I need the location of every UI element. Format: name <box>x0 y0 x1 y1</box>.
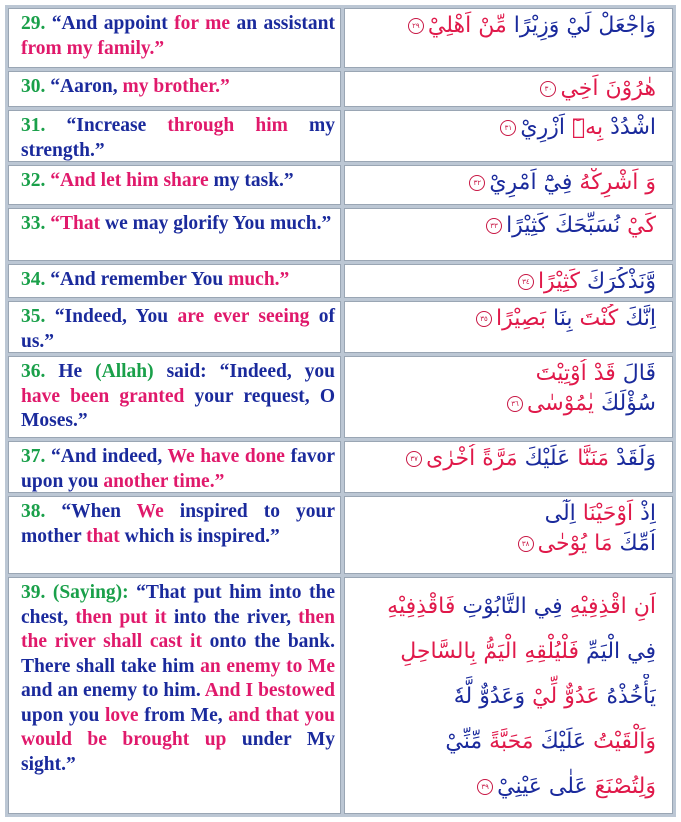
translation-segment: And I bestowed <box>204 680 336 701</box>
arabic-segment: عَلَيْكَ <box>517 446 578 471</box>
translation-cell <box>8 8 341 68</box>
translation-segment: we may glorify You much.” <box>100 213 332 234</box>
verse-row-39 <box>8 577 673 814</box>
verse-end-marker: ٣٢ <box>469 175 485 191</box>
arabic-cell <box>344 8 673 68</box>
verse-row-37 <box>8 441 673 493</box>
translation-cell <box>8 577 341 814</box>
verse-number: 29. <box>21 13 46 34</box>
translation-segment: We have done <box>167 446 285 467</box>
translation-segment: love <box>104 704 139 726</box>
translation-segment: and an enemy to him. <box>21 680 205 701</box>
translation-segment: upon you <box>21 704 105 726</box>
arabic-cell <box>344 208 673 261</box>
arabic-segment: فِيْٓ اَمْرِيْ <box>489 170 573 195</box>
arabic-segment: وَّنَذْكُرَكَ <box>579 269 656 294</box>
translation-segment: “Increase <box>45 115 168 136</box>
verse-row-33 <box>8 208 673 261</box>
arabic-line <box>353 529 656 559</box>
arabic-segment: كَثِيْرًا <box>537 269 580 294</box>
arabic-segment: نُسَبِّحَكَ كَثِيْرًا <box>506 213 621 238</box>
translation-segment: We <box>136 501 164 522</box>
arabic-line <box>353 74 656 104</box>
arabic-line <box>353 629 656 674</box>
translation-segment: (Allah) <box>95 361 154 382</box>
translation-segment: “Aaron, <box>45 76 123 97</box>
verse-end-marker: ٣٣ <box>486 218 502 234</box>
translation-cell <box>8 356 341 438</box>
arabic-line <box>353 674 656 719</box>
arabic-segment: فِي التَّابُوْتِ <box>455 594 563 619</box>
verse-number: 31. <box>21 115 46 136</box>
verse-number: 33. <box>21 213 46 234</box>
arabic-segment: مَحَبَّةً <box>489 729 534 754</box>
arabic-cell <box>344 71 673 107</box>
arabic-segment: وَاَلْقَيْتُ <box>586 729 656 754</box>
verse-row-38 <box>8 496 673 574</box>
translation-segment: my strength.” <box>21 115 336 161</box>
translation-segment: of us.” <box>21 306 335 352</box>
verse-end-marker: ٣٠ <box>540 81 556 97</box>
arabic-segment: عَلَيْكَ <box>533 729 587 754</box>
arabic-segment: يَأْخُذْهُ <box>599 684 656 709</box>
verse-end-marker: ٣٧ <box>406 451 422 467</box>
arabic-segment: وَلَقَدْ <box>609 446 656 471</box>
verse-row-30 <box>8 71 673 107</box>
translation-segment: under My sight.” <box>21 729 335 775</box>
arabic-segment: اِنَّكَ <box>618 306 656 331</box>
verse-end-marker: ٣٩ <box>477 779 493 795</box>
translation-segment: “That <box>45 213 101 234</box>
translation-segment: “That put him into the chest, <box>21 582 335 628</box>
arabic-line <box>353 719 656 764</box>
translation-segment: my brother.” <box>122 76 230 97</box>
arabic-segment: عَدُوٌّ لِّيْ <box>532 684 600 709</box>
translation-cell <box>8 496 341 574</box>
translation-segment: “And indeed, <box>45 446 168 467</box>
verse-number: 30. <box>21 76 46 97</box>
translation-segment: my task.” <box>208 170 294 191</box>
verse-number: 35. <box>21 306 46 327</box>
translation-segment: another time.” <box>103 470 225 492</box>
translation-segment: then put it <box>75 606 167 628</box>
verse-number: 37. <box>21 446 46 467</box>
arabic-segment: اَزْرِيْ <box>520 115 572 140</box>
verse-end-marker: ٣٥ <box>476 311 492 327</box>
verse-end-marker: ٣٦ <box>507 396 523 412</box>
arabic-segment: مِّنْ اَهْلِيْ <box>427 13 507 38</box>
arabic-cell <box>344 165 673 205</box>
verse-row-35 <box>8 301 673 353</box>
translation-segment: from my family.” <box>21 37 165 59</box>
arabic-line <box>353 113 656 143</box>
arabic-segment: عَلٰى عَيْنِيْ <box>497 774 588 799</box>
arabic-line <box>353 764 656 809</box>
verse-number: 39. <box>21 582 46 603</box>
translation-segment: He <box>45 361 96 382</box>
arabic-line <box>353 267 656 297</box>
translation-segment: “And remember You <box>45 269 229 290</box>
translation-cell <box>8 441 341 493</box>
translation-cell <box>8 71 341 107</box>
translation-segment: said: “Indeed, you <box>153 361 336 382</box>
translation-segment: “Indeed, You <box>45 306 178 327</box>
verse-table <box>5 5 676 817</box>
arabic-line <box>353 584 656 629</box>
translation-segment: and that you would be brought up <box>21 704 335 750</box>
translation-segment: for me <box>174 13 231 34</box>
translation-segment: much.” <box>228 269 290 290</box>
arabic-line <box>353 11 656 41</box>
arabic-segment: اُمِّكَ <box>612 531 656 556</box>
arabic-segment: كَيْ <box>620 213 656 238</box>
verse-end-marker: ٢٩ <box>408 18 424 34</box>
translation-segment: have been granted <box>21 385 185 407</box>
verse-end-marker: ٣٤ <box>518 274 534 290</box>
arabic-line <box>353 211 656 241</box>
arabic-segment: اشْدُدْ <box>603 115 656 140</box>
verse-number: 36. <box>21 361 46 382</box>
arabic-segment: مَرَّةً اُخْرٰى <box>426 446 518 471</box>
translation-cell <box>8 110 341 162</box>
arabic-segment: بَصِيْرًا <box>495 306 547 331</box>
arabic-segment: مَنَنَّا <box>577 446 609 471</box>
arabic-segment: وَلِتُصْنَعَ <box>587 774 656 799</box>
verse-end-marker: ٣٨ <box>518 536 534 552</box>
arabic-line <box>353 359 656 389</box>
arabic-cell <box>344 110 673 162</box>
translation-segment: into the river, <box>166 606 299 628</box>
translation-cell <box>8 301 341 353</box>
translation-segment: inspired to your mother <box>21 501 335 547</box>
translation-segment: “And appoint <box>45 13 175 34</box>
arabic-segment: بِهٖٓ <box>571 115 604 140</box>
arabic-segment: قَدْ اُوْتِيْتَ <box>535 361 616 386</box>
arabic-segment: اَوْحَيْنَا <box>582 501 634 526</box>
translation-segment: favor upon you <box>21 446 335 492</box>
verse-number: 32. <box>21 170 46 191</box>
translation-cell <box>8 264 341 298</box>
translation-cell <box>8 208 341 261</box>
translation-segment: onto the bank. There shall take him <box>21 631 335 677</box>
translation-segment: from Me, <box>138 704 229 726</box>
translation-segment: your request, O Moses.” <box>21 385 336 431</box>
translation-segment: “And let him share <box>45 170 209 191</box>
arabic-cell <box>344 441 673 493</box>
arabic-segment: وَاجْعَلْ لِّيْ وَزِيْرًا <box>506 13 656 38</box>
arabic-segment: فَلْيُلْقِهِ الْيَمُّ <box>476 639 580 664</box>
translation-segment: an enemy to Me <box>200 655 335 677</box>
translation-segment: “When <box>45 501 137 522</box>
arabic-cell <box>344 356 673 438</box>
verse-number: 38. <box>21 501 46 522</box>
translation-cell <box>8 165 341 205</box>
arabic-segment: بِالسَّاحِلِ <box>400 639 477 664</box>
arabic-segment: مَا يُوْحٰى <box>537 531 613 556</box>
arabic-segment: فَاقْذِفِيْهِ <box>387 594 456 619</box>
arabic-line <box>353 168 656 198</box>
translation-segment: (Saying): <box>45 582 137 603</box>
arabic-line <box>353 389 656 419</box>
verse-row-31 <box>8 110 673 162</box>
arabic-cell <box>344 496 673 574</box>
translation-segment: are ever seeing <box>177 306 310 327</box>
translation-segment: an assistant <box>230 13 335 34</box>
translation-segment: that <box>86 525 120 547</box>
arabic-segment: بِنَا <box>546 306 580 331</box>
verse-number: 34. <box>21 269 46 290</box>
arabic-segment: مِّنِّيْ <box>445 729 490 754</box>
arabic-cell <box>344 577 673 814</box>
arabic-segment: اِلٰٓى <box>544 501 583 526</box>
arabic-segment: اِذْ <box>633 501 656 526</box>
translation-segment: through him <box>167 115 288 136</box>
arabic-line <box>353 444 656 474</box>
arabic-segment: يٰمُوْسٰى <box>526 391 594 416</box>
translation-segment: which is inspired.” <box>119 525 280 547</box>
arabic-segment: فِي الْيَمِّ <box>579 639 656 664</box>
arabic-segment: قَالَ <box>615 361 656 386</box>
verse-row-36 <box>8 356 673 438</box>
arabic-segment: اَنِ اقْذِفِيْهِ <box>562 594 656 619</box>
arabic-segment: سُؤْلَكَ <box>593 391 656 416</box>
arabic-segment: وَ اَشْرِكْهُ <box>572 170 656 195</box>
verse-row-34 <box>8 264 673 298</box>
verse-row-29 <box>8 8 673 68</box>
arabic-cell <box>344 264 673 298</box>
verse-row-32 <box>8 165 673 205</box>
arabic-segment: كُنْتَ <box>579 306 619 331</box>
arabic-line <box>353 304 656 334</box>
arabic-segment: هٰرُوْنَ اَخِي <box>560 76 656 101</box>
arabic-line <box>353 499 656 529</box>
translation-segment: then the river shall cast it <box>21 606 335 652</box>
arabic-segment: وَعَدُوٌّ لَّهٗ <box>453 684 533 709</box>
arabic-cell <box>344 301 673 353</box>
verse-end-marker: ٣١ <box>500 120 516 136</box>
